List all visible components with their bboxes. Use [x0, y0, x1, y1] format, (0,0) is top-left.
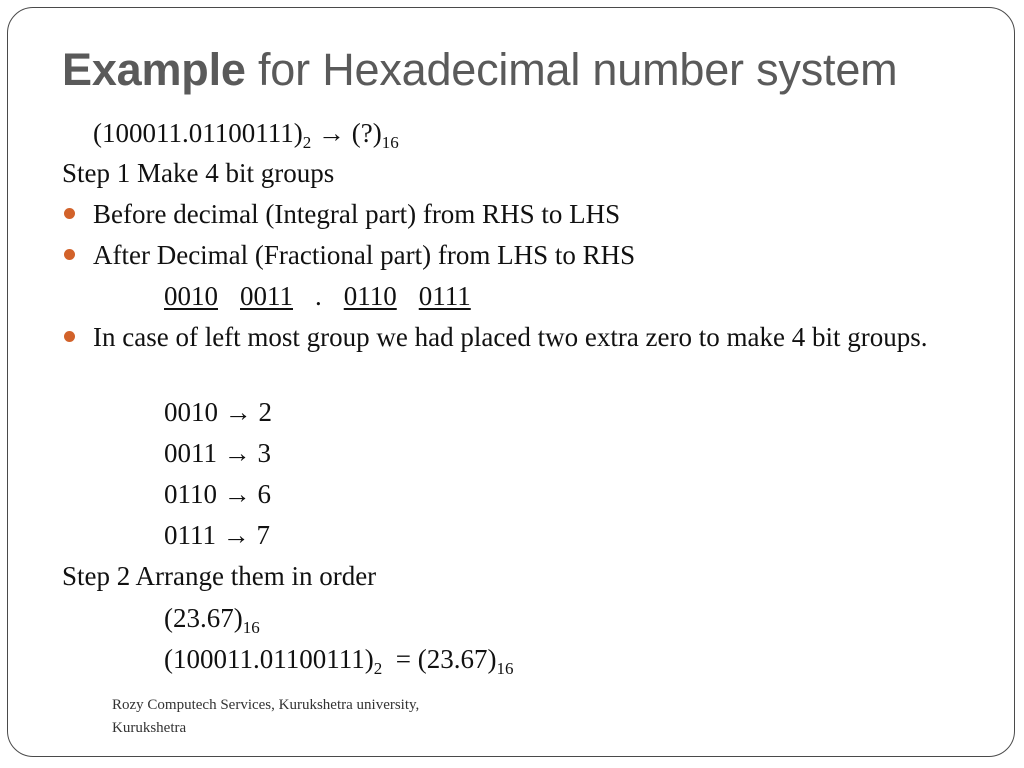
- mapping-hex: 7: [256, 520, 270, 550]
- bullet-1: Before decimal (Integral part) from RHS to LHS: [93, 199, 621, 229]
- problem-unknown: (?): [351, 118, 382, 148]
- group-0110: 0110: [343, 281, 397, 311]
- bit-groups: [164, 279, 471, 313]
- mapping-bits: 0010: [164, 397, 218, 427]
- step1-heading: Step 1 Make 4 bit groups: [62, 158, 335, 188]
- bullet-3: In case of left most group we had placed two extra zero to make 4 bit groups.: [93, 322, 928, 352]
- mapping-bits: 0011: [164, 438, 217, 468]
- problem-base16: 16: [381, 133, 399, 152]
- result-hex: (23.67): [164, 603, 243, 633]
- bullet-dot-3: [64, 331, 75, 342]
- mapping-row: [164, 436, 271, 470]
- bullet-2: After Decimal (Fractional part) from LHS to RHS: [93, 240, 636, 270]
- mapping-arrow: →: [216, 520, 257, 550]
- group-0111: 0111: [418, 281, 471, 311]
- slide-footer: [112, 694, 532, 740]
- final-base16: 16: [496, 659, 514, 678]
- mapping-row: [164, 395, 272, 429]
- final-equation: [164, 642, 513, 676]
- problem-arrow: →: [311, 118, 352, 148]
- problem-line: [93, 116, 399, 150]
- mapping-hex: 3: [257, 438, 271, 468]
- final-binary: (100011.01100111): [164, 644, 374, 674]
- group-point: .: [315, 281, 322, 311]
- mapping-hex: 6: [257, 479, 271, 509]
- group-0010: 0010: [164, 281, 218, 311]
- mapping-arrow: →: [218, 397, 259, 427]
- group-0011: 0011: [240, 281, 293, 311]
- title-bold: Example: [62, 44, 246, 95]
- footer-line-1: Rozy Computech Services, Kurukshetra university,: [112, 697, 420, 713]
- result-base16: 16: [242, 618, 260, 637]
- final-hex: (23.67): [417, 644, 497, 674]
- mapping-bits: 0111: [164, 520, 216, 550]
- problem-base2: 2: [302, 133, 312, 152]
- mapping-hex: 2: [258, 397, 272, 427]
- title-rest: for Hexadecimal number system: [245, 44, 898, 95]
- final-equals: =: [382, 644, 418, 674]
- footer-line-2: Kurukshetra: [112, 720, 187, 736]
- bullet-dot-1: [64, 208, 75, 219]
- problem-binary: (100011.01100111): [93, 118, 303, 148]
- mapping-row: [164, 518, 270, 552]
- bullet-dot-2: [64, 249, 75, 260]
- slide-title: [62, 44, 897, 96]
- mapping-arrow: →: [217, 438, 258, 468]
- mapping-row: [164, 477, 271, 511]
- mapping-bits: 0110: [164, 479, 217, 509]
- mapping-arrow: →: [217, 479, 258, 509]
- result-line: [164, 601, 260, 635]
- final-base2: 2: [373, 659, 383, 678]
- step2-heading: Step 2 Arrange them in order: [62, 561, 377, 591]
